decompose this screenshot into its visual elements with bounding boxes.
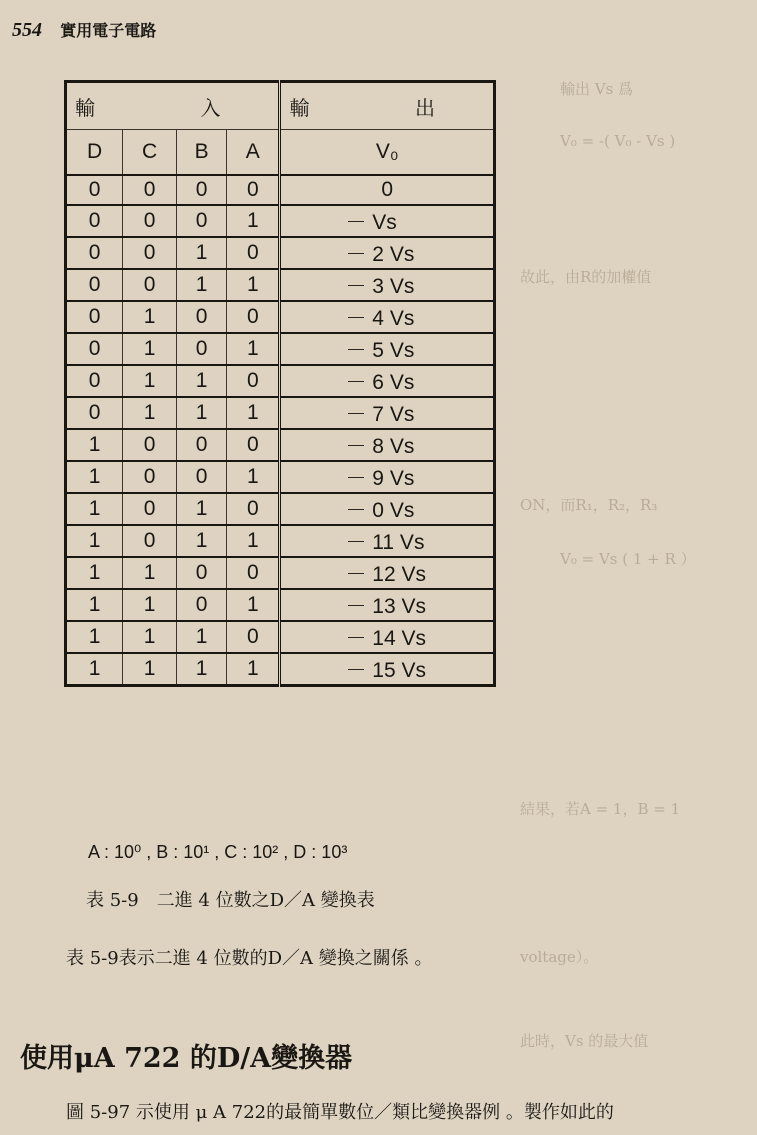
bit-cell: 1 xyxy=(177,365,227,397)
bit-cell: 0 xyxy=(66,175,123,205)
output-cell: － 6 Vs xyxy=(280,365,495,397)
column-header-d: D xyxy=(66,130,123,176)
bit-cell: 1 xyxy=(123,333,177,365)
bleed-through-text: V₀ = -( V₀ - Vs ) xyxy=(560,132,676,150)
bit-cell: 1 xyxy=(177,269,227,301)
bit-cell: 1 xyxy=(123,397,177,429)
column-header-b: B xyxy=(177,130,227,176)
bit-cell: 1 xyxy=(66,621,123,653)
table-row xyxy=(66,589,495,621)
table-row xyxy=(66,493,495,525)
bit-cell: 1 xyxy=(66,653,123,686)
table-row xyxy=(66,269,495,301)
output-cell: － 2 Vs xyxy=(280,237,495,269)
column-header-a: A xyxy=(227,130,280,176)
bit-cell: 0 xyxy=(227,557,280,589)
bit-cell: 0 xyxy=(123,461,177,493)
bit-cell: 1 xyxy=(123,301,177,333)
table-row xyxy=(66,237,495,269)
bit-cell: 0 xyxy=(123,429,177,461)
bit-cell: 1 xyxy=(177,397,227,429)
bit-cell: 1 xyxy=(66,461,123,493)
bit-cell: 0 xyxy=(177,205,227,237)
bit-cell: 1 xyxy=(66,429,123,461)
output-group-header: 輸 出 xyxy=(280,82,495,130)
table-row xyxy=(66,205,495,237)
page-number: 554 xyxy=(12,19,42,41)
body-paragraph: 表 5-9表示二進 4 位數的D／A 變換之關係 。 xyxy=(66,948,433,969)
table-group-header-row xyxy=(66,82,495,130)
bit-cell: 1 xyxy=(177,653,227,686)
bleed-through-text: voltage）。 xyxy=(520,948,599,966)
output-cell: － 4 Vs xyxy=(280,301,495,333)
bit-cell: 0 xyxy=(123,493,177,525)
output-cell: － Vs xyxy=(280,205,495,237)
bleed-through-text: 結果，若A = 1，B = 1 xyxy=(520,800,681,818)
table-caption: 表 5-9 二進 4 位數之D／A 變換表 xyxy=(86,890,375,911)
output-cell: 0 xyxy=(280,175,495,205)
bit-cell: 0 xyxy=(227,237,280,269)
section-heading: 使用μA 722 的D/A變換器 xyxy=(20,1043,353,1074)
output-cell: － 0 Vs xyxy=(280,493,495,525)
bleed-through-text: V₀ = Vs ( 1 + R ） xyxy=(560,550,696,568)
table-row xyxy=(66,525,495,557)
bit-cell: 0 xyxy=(66,237,123,269)
bit-cell: 1 xyxy=(227,269,280,301)
bit-cell: 0 xyxy=(123,205,177,237)
table-row xyxy=(66,301,495,333)
output-cell: － 8 Vs xyxy=(280,429,495,461)
output-cell: － 15 Vs xyxy=(280,653,495,686)
bit-cell: 0 xyxy=(177,557,227,589)
bit-cell: 1 xyxy=(123,365,177,397)
bit-cell: 0 xyxy=(123,175,177,205)
bit-cell: 1 xyxy=(227,205,280,237)
bit-cell: 0 xyxy=(66,333,123,365)
output-cell: － 3 Vs xyxy=(280,269,495,301)
output-cell: － 9 Vs xyxy=(280,461,495,493)
bit-cell: 1 xyxy=(66,525,123,557)
bit-cell: 0 xyxy=(66,301,123,333)
bit-cell: 0 xyxy=(177,301,227,333)
bleed-through-text: 故此，由R的加權值 xyxy=(520,268,652,286)
bit-cell: 1 xyxy=(123,589,177,621)
bit-cell: 0 xyxy=(177,461,227,493)
bit-cell: 0 xyxy=(123,237,177,269)
body-paragraph: 圖 5-97 示使用 μ A 722的最簡單數位／類比變換器例 。製作如此的 xyxy=(66,1102,614,1123)
bit-cell: 0 xyxy=(123,269,177,301)
input-group-header: 輸 入 xyxy=(66,82,280,130)
book-title: 實用電子電路 xyxy=(60,21,157,40)
page-header xyxy=(12,18,156,42)
bit-cell: 1 xyxy=(227,525,280,557)
bit-cell: 1 xyxy=(227,397,280,429)
table-row xyxy=(66,653,495,686)
bit-cell: 1 xyxy=(66,557,123,589)
bit-cell: 1 xyxy=(123,557,177,589)
bit-cell: 1 xyxy=(227,589,280,621)
table-row xyxy=(66,175,495,205)
column-header-vo: V₀ xyxy=(280,130,495,176)
bit-cell: 1 xyxy=(177,493,227,525)
bit-cell: 1 xyxy=(123,653,177,686)
table-row xyxy=(66,365,495,397)
bleed-through-text: ON，而R₁，R₂，R₃ xyxy=(520,496,658,514)
bit-cell: 0 xyxy=(66,397,123,429)
bit-cell: 0 xyxy=(227,429,280,461)
bit-cell: 0 xyxy=(227,365,280,397)
bit-cell: 0 xyxy=(227,301,280,333)
bit-cell: 0 xyxy=(227,175,280,205)
bit-cell: 1 xyxy=(177,621,227,653)
bit-cell: 1 xyxy=(66,493,123,525)
bit-cell: 1 xyxy=(177,237,227,269)
bleed-through-text: 此時，Vs 的最大值 xyxy=(520,1032,649,1050)
bit-cell: 1 xyxy=(227,461,280,493)
table-row xyxy=(66,397,495,429)
bit-cell: 1 xyxy=(227,333,280,365)
table-row xyxy=(66,333,495,365)
bit-cell: 1 xyxy=(227,653,280,686)
bit-cell: 0 xyxy=(66,269,123,301)
column-header-c: C xyxy=(123,130,177,176)
bit-cell: 0 xyxy=(123,525,177,557)
bit-cell: 0 xyxy=(177,175,227,205)
bit-cell: 0 xyxy=(177,429,227,461)
table-row xyxy=(66,429,495,461)
table-row xyxy=(66,557,495,589)
output-cell: － 12 Vs xyxy=(280,557,495,589)
output-cell: － 14 Vs xyxy=(280,621,495,653)
output-cell: － 7 Vs xyxy=(280,397,495,429)
bit-cell: 1 xyxy=(177,525,227,557)
bleed-through-text: 輸出 Vs 爲 xyxy=(560,80,634,98)
output-cell: － 11 Vs xyxy=(280,525,495,557)
bit-cell: 1 xyxy=(66,589,123,621)
bit-cell: 0 xyxy=(177,589,227,621)
table-column-header-row xyxy=(66,130,495,176)
bit-cell: 0 xyxy=(177,333,227,365)
bit-cell: 0 xyxy=(227,493,280,525)
output-cell: － 5 Vs xyxy=(280,333,495,365)
da-conversion-table xyxy=(64,80,496,687)
bit-cell: 0 xyxy=(227,621,280,653)
table-footnote: A : 10⁰ , B : 10¹ , C : 10² , D : 10³ xyxy=(88,842,348,862)
bit-cell: 1 xyxy=(123,621,177,653)
bit-cell: 0 xyxy=(66,365,123,397)
table-row xyxy=(66,461,495,493)
table-row xyxy=(66,621,495,653)
output-cell: － 13 Vs xyxy=(280,589,495,621)
bit-cell: 0 xyxy=(66,205,123,237)
